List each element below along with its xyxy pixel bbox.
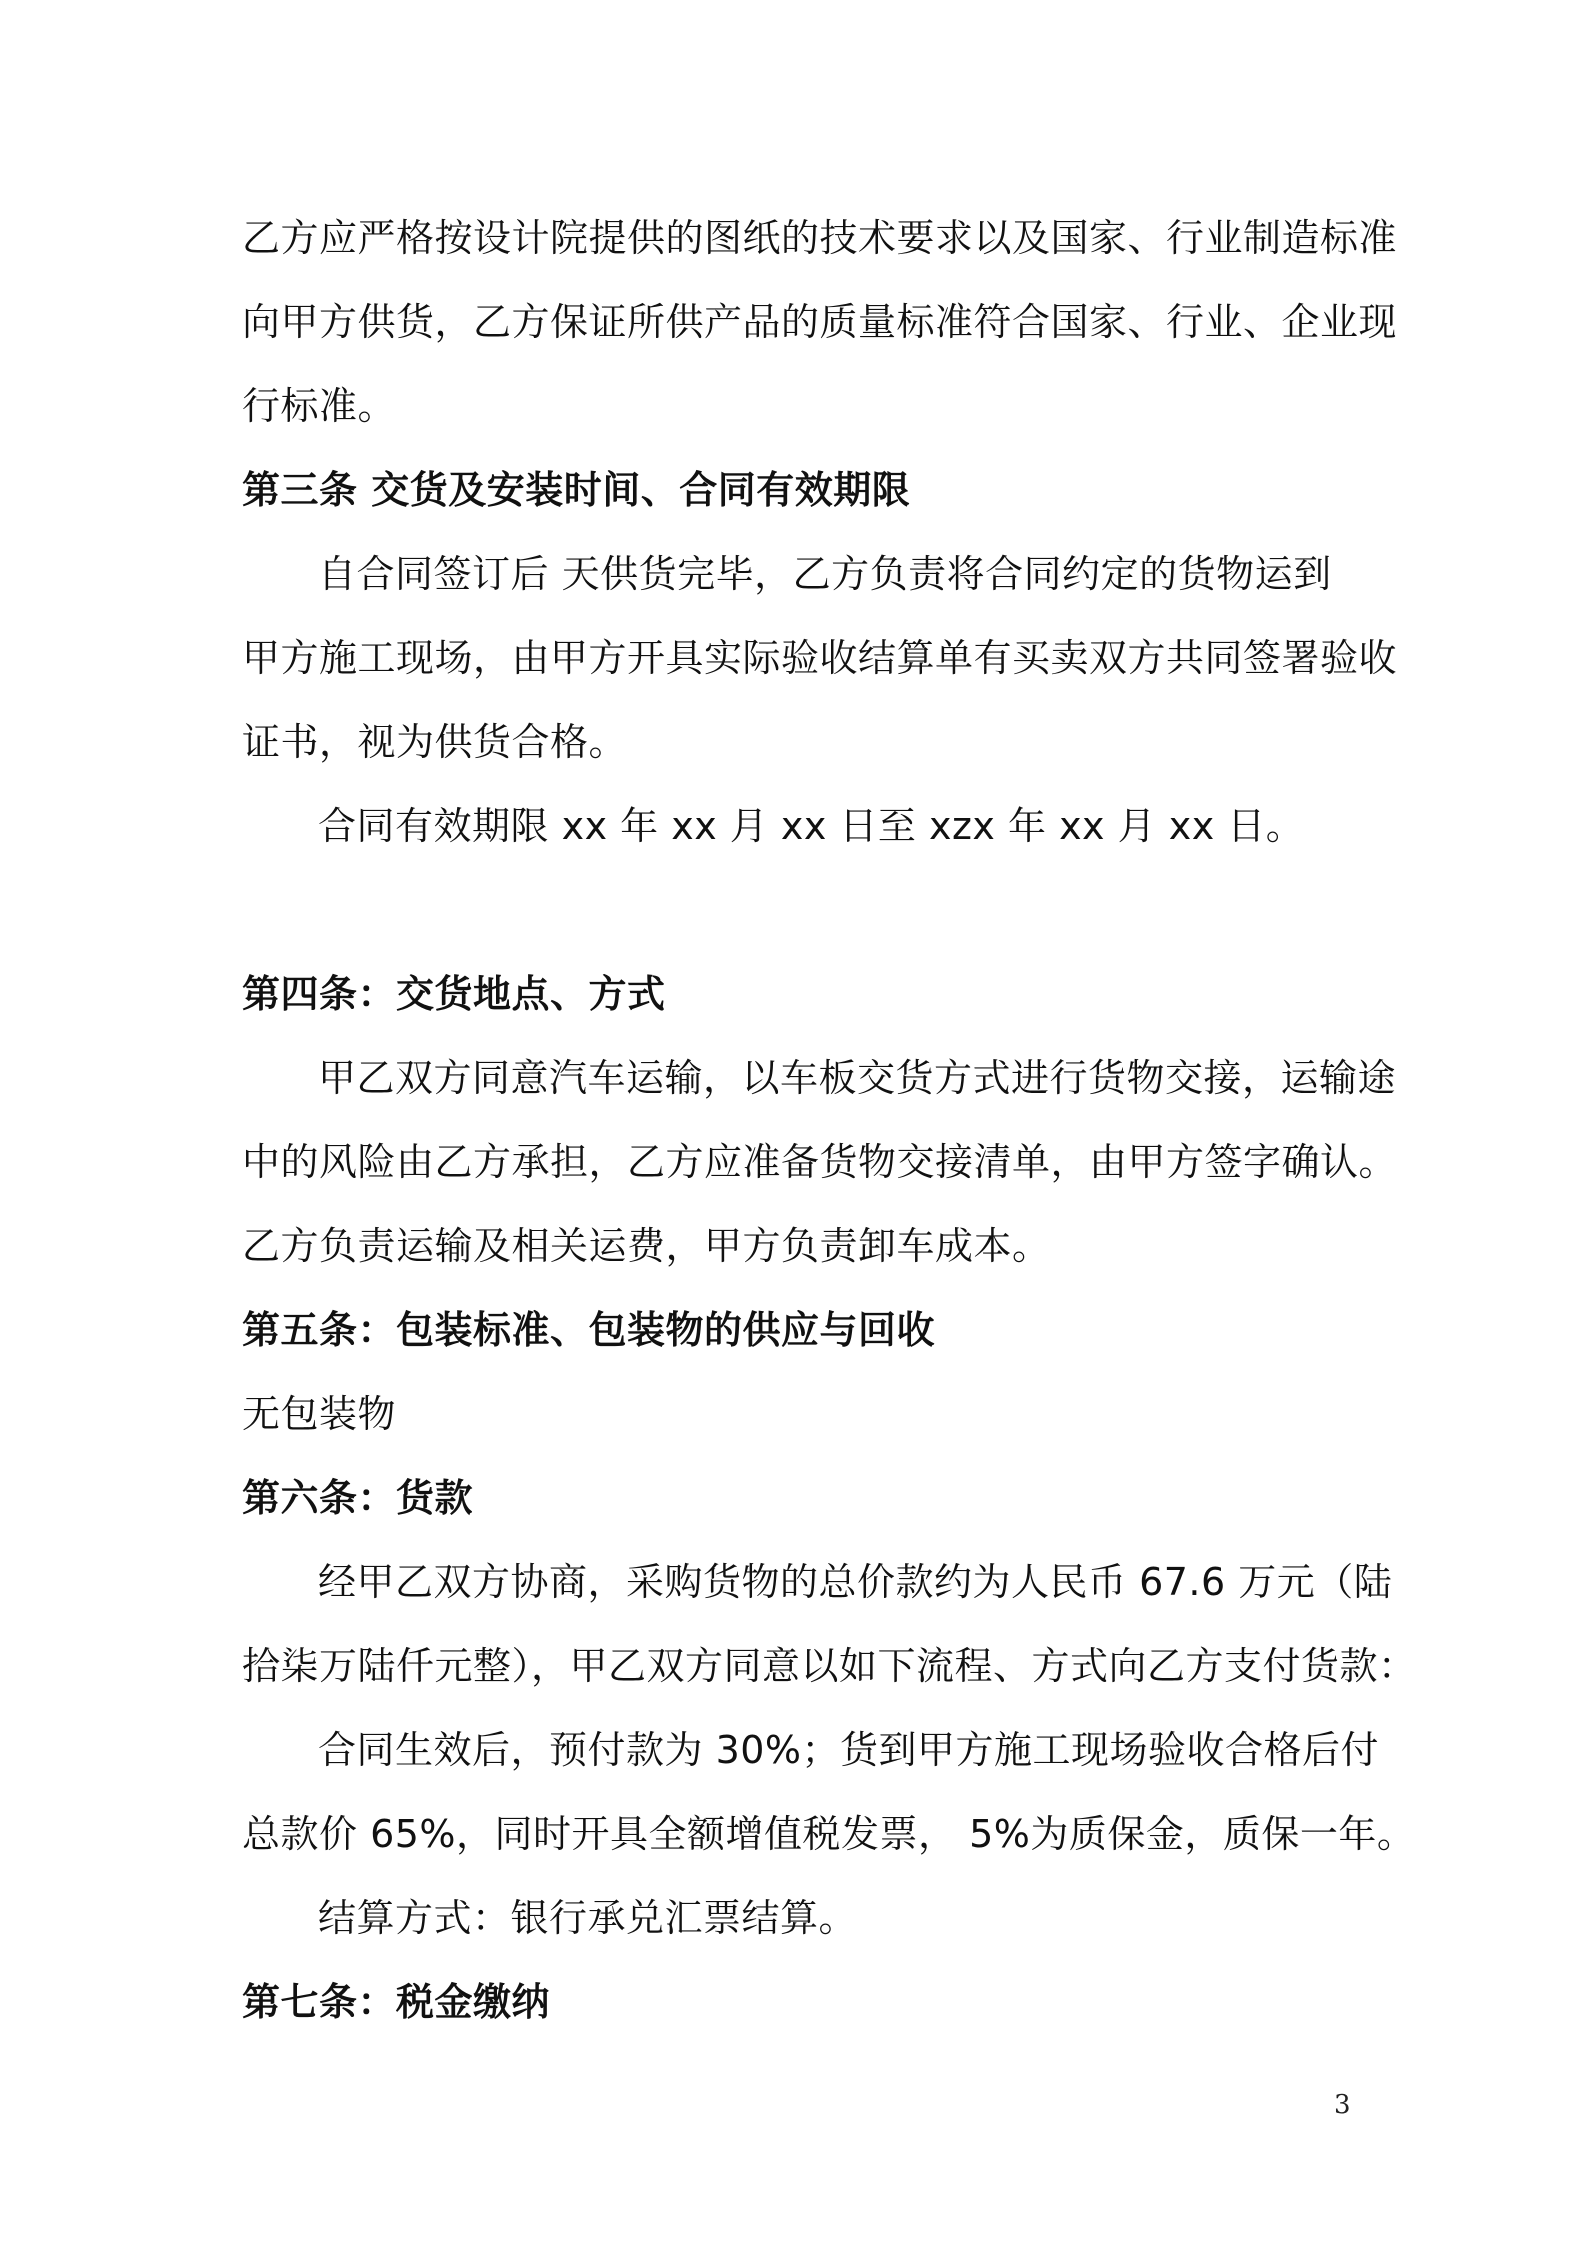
section7-heading: 第七条：税金缴纳 xyxy=(242,1980,551,2024)
section6-heading: 第六条：货款 xyxy=(242,1476,474,1520)
body-line: 拾柒万陆仟元整），甲乙双方同意以如下流程、方式向乙方支付货款： xyxy=(242,1644,1417,1688)
section2-tail xyxy=(242,196,1398,448)
body-line: 甲乙双方同意汽车运输，以车板交货方式进行货物交接，运输途 xyxy=(318,1056,1397,1100)
body-line: 自合同签订后 天供货完毕，乙方负责将合同约定的货物运到 xyxy=(318,552,1332,596)
body-line: 总款价 65%，同时开具全额增值税发票， 5%为质保金，质保一年。 xyxy=(242,1812,1416,1856)
body-line: 向甲方供货，乙方保证所供产品的质量标准符合国家、行业、企业现 xyxy=(242,300,1398,344)
validity-period-line: 合同有效期限 xx 年 xx 月 xx 日至 xzx 年 xx 月 xx 日。 xyxy=(318,804,1305,848)
section6 xyxy=(242,1456,1417,1960)
section4 xyxy=(242,952,1398,1288)
section4-heading: 第四条：交货地点、方式 xyxy=(242,972,666,1016)
body-line: 无包装物 xyxy=(242,1392,397,1436)
body-line: 乙方负责运输及相关运费，甲方负责卸车成本。 xyxy=(242,1224,1051,1268)
body-line: 中的风险由乙方承担，乙方应准备货物交接清单，由甲方签字确认。 xyxy=(242,1140,1398,1184)
document-page xyxy=(242,196,1417,2044)
body-line: 合同生效后，预付款为 30%；货到甲方施工现场验收合格后付 xyxy=(318,1728,1380,1772)
page-number: 3 xyxy=(1334,2090,1351,2120)
section5-heading: 第五条：包装标准、包装物的供应与回收 xyxy=(242,1308,936,1352)
section7 xyxy=(242,1960,1352,2044)
settlement-method-line: 结算方式：银行承兑汇票结算。 xyxy=(318,1896,858,1940)
body-line: 乙方应严格按设计院提供的图纸的技术要求以及国家、行业制造标准 xyxy=(242,216,1398,260)
body-line: 证书，视为供货合格。 xyxy=(242,720,628,764)
body-line: 行标准。 xyxy=(242,384,397,428)
body-line: 甲方施工现场，由甲方开具实际验收结算单有买卖双方共同签署验收 xyxy=(242,636,1398,680)
section5 xyxy=(242,1288,1352,1456)
section3-heading: 第三条 交货及安装时间、合同有效期限 xyxy=(242,468,911,512)
section3 xyxy=(242,448,1398,868)
blank-line xyxy=(242,868,1352,952)
body-line: 经甲乙双方协商，采购货物的总价款约为人民币 67.6 万元（陆 xyxy=(318,1560,1393,1604)
